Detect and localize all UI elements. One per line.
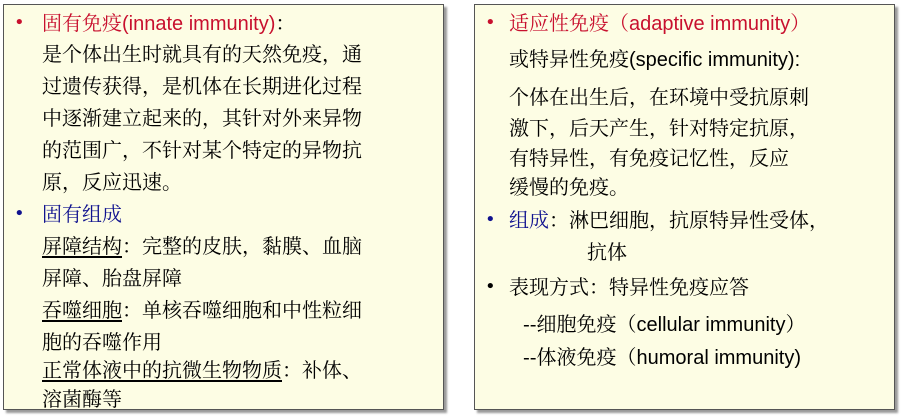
bullet-icon: •	[485, 12, 496, 33]
humoral-immunity-item	[523, 345, 801, 370]
adaptive-desc-line: 激下，后天产生，针对特定抗原，	[509, 116, 809, 140]
composition-item-barrier	[42, 234, 362, 258]
adaptive-composition-text: ：淋巴细胞，抗原特异性受体，	[549, 208, 829, 232]
adaptive-composition-cont: 抗体	[587, 240, 627, 264]
innate-desc-line: 的范围广，不针对某个特定的异物抗	[42, 138, 362, 162]
innate-desc-line: 中逐渐建立起来的，其针对外来异物	[42, 106, 362, 130]
adaptive-alt-en: (specific immunity):	[629, 49, 801, 71]
cellular-immunity-label: --细胞免疫	[523, 312, 617, 336]
bullet-icon: •	[14, 203, 25, 224]
adaptive-desc-line: 个体在出生后，在环境中受抗原刺	[509, 85, 809, 109]
manifestation-label: 表现方式：特异性免疫应答	[509, 275, 749, 299]
adaptive-composition-label: 组成	[509, 208, 549, 232]
composition-item-phagocyte	[42, 298, 362, 322]
innate-desc-line: 过遗传获得，是机体在长期进化过程	[42, 74, 362, 98]
innate-desc-line: 原，反应迅速。	[42, 170, 182, 194]
innate-title: 固有免疫	[42, 11, 122, 35]
substances-desc: ：补体、	[282, 358, 362, 382]
composition-item-humoral-substances	[42, 358, 362, 382]
adaptive-title-en: （adaptive immunity）	[609, 13, 811, 35]
adaptive-title: 适应性免疫	[509, 11, 609, 35]
innate-immunity-panel	[3, 4, 444, 410]
adaptive-immunity-panel	[474, 4, 895, 410]
bullet-icon: •	[14, 12, 25, 33]
barrier-desc-cont: 屏障、胎盘屏障	[42, 266, 182, 290]
adaptive-desc-line: 有特异性，有免疫记忆性，反应	[509, 146, 789, 170]
adaptive-composition	[509, 208, 829, 232]
adaptive-alt: 或特异性免疫	[509, 47, 629, 71]
phagocyte-desc-cont: 胞的吞噬作用	[42, 330, 162, 354]
adaptive-desc-line: 缓慢的免疫。	[509, 175, 629, 199]
bullet-icon: •	[485, 276, 496, 297]
cellular-immunity-item	[523, 312, 805, 337]
substances-desc-cont: 溶菌酶等	[42, 387, 122, 411]
cellular-immunity-en: （cellular immunity）	[616, 314, 806, 336]
barrier-term: 屏障结构	[42, 234, 122, 258]
phagocyte-term: 吞噬细胞	[42, 298, 122, 322]
substances-term: 正常体液中的抗微生物物质	[42, 358, 282, 382]
adaptive-alt-name	[509, 47, 800, 72]
innate-title-en: (innate immunity)	[122, 13, 276, 35]
innate-desc-line: 是个体出生时就具有的天然免疫，通	[42, 42, 362, 66]
innate-colon: ：	[275, 11, 296, 35]
bullet-icon: •	[485, 209, 496, 230]
innate-heading	[42, 11, 295, 36]
adaptive-heading	[509, 11, 810, 36]
phagocyte-desc: ：单核吞噬细胞和中性粒细	[122, 298, 362, 322]
innate-composition-title: 固有组成	[42, 202, 122, 226]
humoral-immunity-en: （humoral immunity)	[616, 347, 801, 369]
barrier-desc: ：完整的皮肤，黏膜、血脑	[122, 234, 362, 258]
humoral-immunity-label: --体液免疫	[523, 345, 617, 369]
